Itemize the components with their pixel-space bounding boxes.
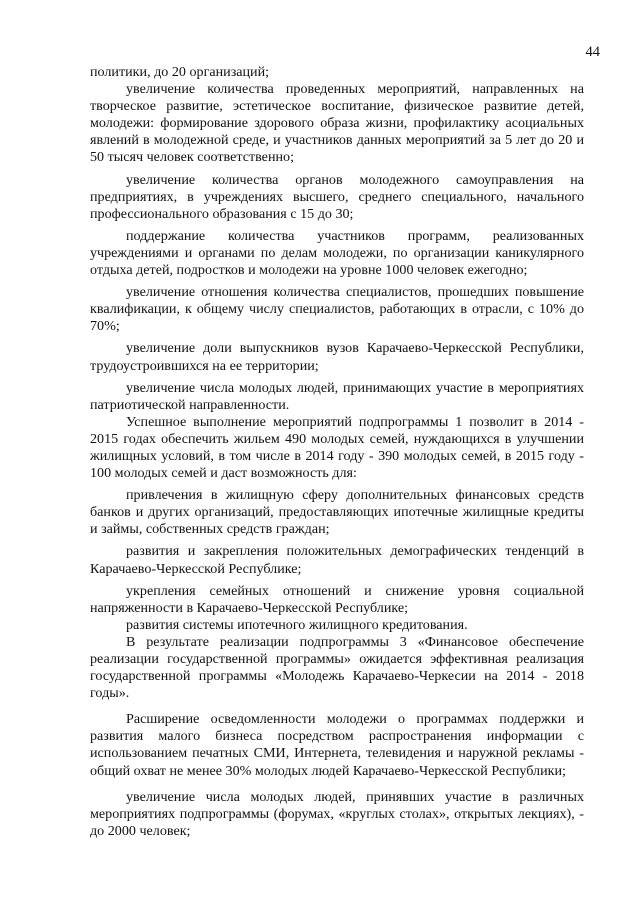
paragraph-family: укрепления семейных отношений и снижение уровня социальной напряженности в Карачаево-Черкесской Республике; [90,582,584,616]
paragraph-demographics: развития и закрепления положительных демографических тенденций в Карачаево-Черкесской Республике; [90,543,584,577]
paragraph-subprogram-3: В результате реализации подпрограммы 3 «Финансовое обеспечение реализации государственной программы» ожидается эффективная реализация государственной программы «Молодежь Карачаево-Черкесии на 2014 - 2018 годы». [90,633,584,702]
paragraph-continuation: политики, до 20 организаций; [90,64,270,80]
paragraph-events-increase: увеличение количества проведенных мероприятий, направленных на творческое развитие, эстетическое воспитание, физическое развитие детей, молодежи: формирование здорового образа жизни, профилактику асоциальных явлений в молодежной среде, и участников данных мероприятий за 5 лет до 20 и 50 тысяч человек соответственно; [90,81,584,166]
paragraph-participants: увеличение числа молодых людей, принявших участие в различных мероприятиях подпрограммы (форумах, «круглых столах», открытых лекциях), - до 2000 человек; [90,788,584,839]
paragraph-patriotic: увеличение числа молодых людей, принимающих участие в мероприятиях патриотической направленности. [90,379,584,413]
paragraph-qualification: увеличение отношения количества специалистов, прошедших повышение квалификации, к общему числу специалистов, работающих в отрасли, с 10% до 70%; [90,284,584,335]
paragraph-self-government: увеличение количества органов молодежного самоуправления на предприятиях, в учреждениях высшего, среднего специального, начального профессионального образования с 15 до 30; [90,171,584,222]
page-number: 44 [585,44,600,60]
paragraph-subprogram-1: Успешное выполнение мероприятий подпрограммы 1 позволит в 2014 - 2015 годах обеспечить жильем 490 молодых семей, нуждающихся в улучшении жилищных условий, в том числе в 2014 году - 390 молодых семей, в 2015 году - 100 молодых семей и даст возможность для: [90,413,584,482]
paragraph-holiday-programs: поддержание количества участников программ, реализованных учреждениями и органами по делам молодежи, по организации каникулярного отдыха детей, подростков и молодежи на уровне 1000 человек ежегодно; [90,227,584,279]
paragraph-mortgage: развития системы ипотечного жилищного кредитования. [126,616,468,633]
paragraph-financing: привлечения в жилищную сферу дополнительных финансовых средств банков и других организаций, предоставляющих ипотечные жилищные кредиты и займы, собственных средств граждан; [90,487,584,538]
paragraph-awareness: Расширение осведомленности молодежи о программах поддержки и развития малого бизнеса посредством распространения информации с использованием печатных СМИ, Интернета, телевидения и наружной рекламы - общий охват не менее 30% молодых людей Карачаево-Черкесской Республики; [90,711,584,779]
paragraph-graduates: увеличение доли выпускников вузов Карачаево-Черкесской Республики, трудоустроившихся на ее территории; [90,340,584,374]
